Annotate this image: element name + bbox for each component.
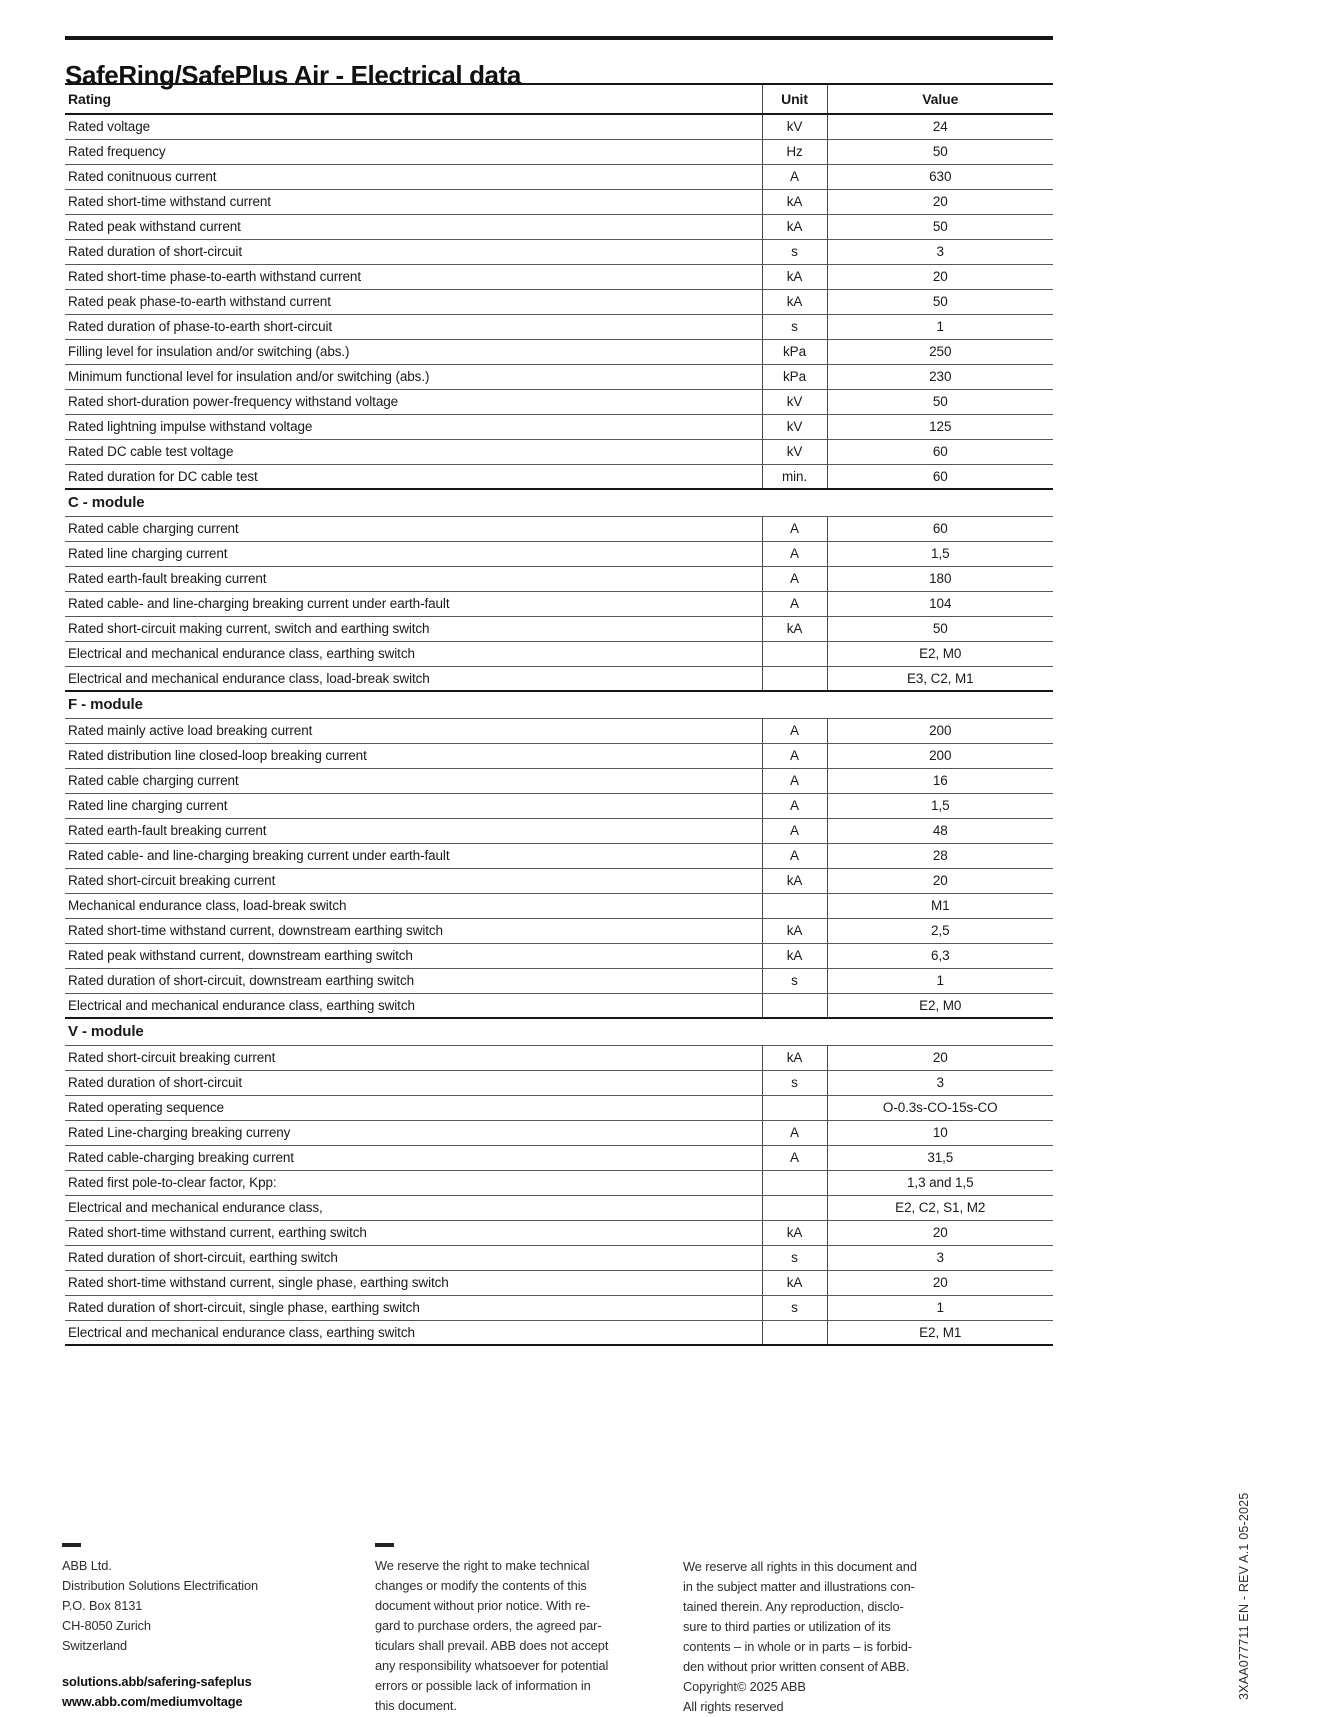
rating-cell: Rated short-time phase-to-earth withstand current <box>65 264 762 289</box>
table-row <box>65 666 1053 691</box>
value-cell: 50 <box>827 389 1053 414</box>
links-block <box>62 1672 362 1712</box>
table-row <box>65 918 1053 943</box>
rating-cell: Rated short-time withstand current, earthing switch <box>65 1220 762 1245</box>
legal-line: errors or possible lack of information in <box>375 1678 591 1693</box>
section-header-row <box>65 691 1053 718</box>
rating-cell: Rated frequency <box>65 139 762 164</box>
table-row <box>65 943 1053 968</box>
value-cell: 3 <box>827 1070 1053 1095</box>
unit-cell: s <box>762 314 827 339</box>
legal-text-2 <box>683 1557 968 1717</box>
value-cell: 24 <box>827 114 1053 139</box>
unit-cell <box>762 1195 827 1220</box>
value-cell: 200 <box>827 743 1053 768</box>
unit-cell: A <box>762 843 827 868</box>
value-cell: 200 <box>827 718 1053 743</box>
table-row <box>65 339 1053 364</box>
legal-line: in the subject matter and illustrations con- <box>683 1579 915 1594</box>
legal-text-1 <box>375 1556 645 1716</box>
unit-cell: kV <box>762 414 827 439</box>
rating-cell: Electrical and mechanical endurance class, earthing switch <box>65 1320 762 1345</box>
rating-cell: Rated line charging current <box>65 541 762 566</box>
unit-cell: Hz <box>762 139 827 164</box>
table-row <box>65 591 1053 616</box>
table-row <box>65 893 1053 918</box>
footer-link[interactable]: solutions.abb/safering-safeplus <box>62 1674 252 1689</box>
divider-dash <box>62 1543 81 1547</box>
table-row <box>65 1070 1053 1095</box>
rating-cell: Rated short-time withstand current, single phase, earthing switch <box>65 1270 762 1295</box>
value-cell: 20 <box>827 1270 1053 1295</box>
rating-cell: Rated mainly active load breaking current <box>65 718 762 743</box>
table-row <box>65 439 1053 464</box>
unit-cell: kA <box>762 943 827 968</box>
unit-cell: kA <box>762 1220 827 1245</box>
rating-cell: Rated short-circuit breaking current <box>65 868 762 893</box>
rating-cell: Rated short-time withstand current <box>65 189 762 214</box>
value-cell: 50 <box>827 139 1053 164</box>
footer-legal-column-2 <box>683 1557 968 1717</box>
table-row <box>65 768 1053 793</box>
value-cell: 20 <box>827 1045 1053 1070</box>
value-cell: 31,5 <box>827 1145 1053 1170</box>
section-header-row <box>65 1018 1053 1045</box>
rating-cell: Rated earth-fault breaking current <box>65 818 762 843</box>
unit-cell <box>762 893 827 918</box>
rating-cell: Rated voltage <box>65 114 762 139</box>
value-cell: 1 <box>827 968 1053 993</box>
table-row <box>65 389 1053 414</box>
value-cell: 60 <box>827 516 1053 541</box>
table-row <box>65 264 1053 289</box>
rating-cell: Rated earth-fault breaking current <box>65 566 762 591</box>
legal-line: sure to third parties or utilization of its <box>683 1619 891 1634</box>
legal-line: gard to purchase orders, the agreed par- <box>375 1618 602 1633</box>
column-header-value: Value <box>827 84 1053 114</box>
rating-cell: Rated first pole-to-clear factor, Kpp: <box>65 1170 762 1195</box>
unit-cell: min. <box>762 464 827 489</box>
value-cell: 20 <box>827 868 1053 893</box>
legal-line: All rights reserved <box>683 1699 784 1714</box>
address-line: Switzerland <box>62 1638 128 1653</box>
unit-cell: kA <box>762 189 827 214</box>
unit-cell <box>762 1320 827 1345</box>
unit-cell: s <box>762 1245 827 1270</box>
value-cell: E2, M0 <box>827 641 1053 666</box>
value-cell: 1,3 and 1,5 <box>827 1170 1053 1195</box>
footer-address-column <box>62 1543 362 1712</box>
rating-cell: Rated duration of short-circuit <box>65 1070 762 1095</box>
value-cell: O-0.3s-CO-15s-CO <box>827 1095 1053 1120</box>
table-row <box>65 314 1053 339</box>
table-row <box>65 566 1053 591</box>
table-row <box>65 868 1053 893</box>
table-header <box>65 84 1053 114</box>
unit-cell: kPa <box>762 364 827 389</box>
table-row <box>65 516 1053 541</box>
value-cell: E2, M1 <box>827 1320 1053 1345</box>
unit-cell <box>762 1170 827 1195</box>
value-cell: 1 <box>827 1295 1053 1320</box>
unit-cell: kV <box>762 114 827 139</box>
table-row <box>65 793 1053 818</box>
section-header-row <box>65 489 1053 516</box>
value-cell: 6,3 <box>827 943 1053 968</box>
electrical-data-table <box>65 83 1053 1346</box>
value-cell: 3 <box>827 1245 1053 1270</box>
table-row <box>65 743 1053 768</box>
table-row <box>65 1145 1053 1170</box>
table-row <box>65 1195 1053 1220</box>
legal-line: this document. <box>375 1698 457 1713</box>
rating-cell: Rated operating sequence <box>65 1095 762 1120</box>
table-row <box>65 364 1053 389</box>
value-cell: 50 <box>827 616 1053 641</box>
unit-cell: A <box>762 743 827 768</box>
legal-line: We reserve the right to make technical <box>375 1558 590 1573</box>
rating-cell: Rated cable charging current <box>65 516 762 541</box>
value-cell: 50 <box>827 214 1053 239</box>
table-row <box>65 414 1053 439</box>
column-header-rating: Rating <box>65 84 762 114</box>
rating-cell: Electrical and mechanical endurance class, <box>65 1195 762 1220</box>
unit-cell: A <box>762 768 827 793</box>
table-row <box>65 1220 1053 1245</box>
value-cell: 50 <box>827 289 1053 314</box>
value-cell: 125 <box>827 414 1053 439</box>
unit-cell: kA <box>762 918 827 943</box>
unit-cell: kA <box>762 1270 827 1295</box>
value-cell: 28 <box>827 843 1053 868</box>
address-line: ABB Ltd. <box>62 1558 112 1573</box>
rating-cell: Rated duration of short-circuit, downstream earthing switch <box>65 968 762 993</box>
unit-cell: A <box>762 591 827 616</box>
unit-cell: s <box>762 1070 827 1095</box>
value-cell: 48 <box>827 818 1053 843</box>
rating-cell: Electrical and mechanical endurance class, load-break switch <box>65 666 762 691</box>
value-cell: 250 <box>827 339 1053 364</box>
unit-cell: A <box>762 566 827 591</box>
unit-cell: A <box>762 1145 827 1170</box>
table-row <box>65 718 1053 743</box>
rating-cell: Rated distribution line closed-loop breaking current <box>65 743 762 768</box>
value-cell: 60 <box>827 464 1053 489</box>
rating-cell: Rated peak phase-to-earth withstand current <box>65 289 762 314</box>
unit-cell: A <box>762 1120 827 1145</box>
rating-cell: Rated short-circuit breaking current <box>65 1045 762 1070</box>
table-row <box>65 1295 1053 1320</box>
legal-line: We reserve all rights in this document and <box>683 1559 917 1574</box>
table-row <box>65 818 1053 843</box>
unit-cell: kA <box>762 616 827 641</box>
rating-cell: Rated short-time withstand current, downstream earthing switch <box>65 918 762 943</box>
table-row <box>65 164 1053 189</box>
value-cell: 16 <box>827 768 1053 793</box>
address-line: P.O. Box 8131 <box>62 1598 143 1613</box>
legal-line: tained therein. Any reproduction, disclo- <box>683 1599 904 1614</box>
value-cell: 60 <box>827 439 1053 464</box>
value-cell: E2, C2, S1, M2 <box>827 1195 1053 1220</box>
legal-line: den without prior written consent of ABB. <box>683 1659 910 1674</box>
table-row <box>65 289 1053 314</box>
value-cell: 104 <box>827 591 1053 616</box>
rating-cell: Rated duration of phase-to-earth short-circuit <box>65 314 762 339</box>
rating-cell: Rated cable- and line-charging breaking current under earth-fault <box>65 591 762 616</box>
table-row <box>65 843 1053 868</box>
rating-cell: Rated duration of short-circuit, single phase, earthing switch <box>65 1295 762 1320</box>
rating-cell: Rated cable-charging breaking current <box>65 1145 762 1170</box>
unit-cell: A <box>762 164 827 189</box>
table-row <box>65 1045 1053 1070</box>
unit-cell: kV <box>762 439 827 464</box>
rating-cell: Mechanical endurance class, load-break switch <box>65 893 762 918</box>
table-row <box>65 1245 1053 1270</box>
table-row <box>65 541 1053 566</box>
column-header-unit: Unit <box>762 84 827 114</box>
table-body <box>65 114 1053 1345</box>
unit-cell: s <box>762 239 827 264</box>
unit-cell <box>762 641 827 666</box>
table-row <box>65 1120 1053 1145</box>
table-row <box>65 189 1053 214</box>
section-title: F - module <box>65 691 1053 718</box>
rating-cell: Rated lightning impulse withstand voltage <box>65 414 762 439</box>
rating-cell: Filling level for insulation and/or switching (abs.) <box>65 339 762 364</box>
header-row <box>65 84 1053 114</box>
table-row <box>65 1170 1053 1195</box>
unit-cell: s <box>762 1295 827 1320</box>
unit-cell: A <box>762 718 827 743</box>
footer-legal-column-1 <box>375 1543 645 1716</box>
unit-cell <box>762 993 827 1018</box>
rating-cell: Rated cable charging current <box>65 768 762 793</box>
unit-cell: kA <box>762 214 827 239</box>
unit-cell: A <box>762 793 827 818</box>
rating-cell: Rated duration of short-circuit <box>65 239 762 264</box>
address-line: Distribution Solutions Electrification <box>62 1578 259 1593</box>
value-cell: 10 <box>827 1120 1053 1145</box>
value-cell: 20 <box>827 264 1053 289</box>
value-cell: 1 <box>827 314 1053 339</box>
value-cell: E3, C2, M1 <box>827 666 1053 691</box>
divider-dash <box>375 1543 394 1547</box>
table-row <box>65 464 1053 489</box>
value-cell: 230 <box>827 364 1053 389</box>
table-row <box>65 1320 1053 1345</box>
table-row <box>65 1270 1053 1295</box>
unit-cell <box>762 666 827 691</box>
footer-link[interactable]: www.abb.com/mediumvoltage <box>62 1694 243 1709</box>
top-rule <box>65 36 1053 40</box>
unit-cell: A <box>762 516 827 541</box>
value-cell: 3 <box>827 239 1053 264</box>
rating-cell: Electrical and mechanical endurance class, earthing switch <box>65 993 762 1018</box>
unit-cell: kA <box>762 289 827 314</box>
unit-cell: kPa <box>762 339 827 364</box>
value-cell: 1,5 <box>827 541 1053 566</box>
rating-cell: Rated duration of short-circuit, earthing switch <box>65 1245 762 1270</box>
unit-cell: kA <box>762 1045 827 1070</box>
table-row <box>65 114 1053 139</box>
section-title: V - module <box>65 1018 1053 1045</box>
rating-cell: Rated peak withstand current <box>65 214 762 239</box>
value-cell: 20 <box>827 189 1053 214</box>
rating-cell: Rated cable- and line-charging breaking current under earth-fault <box>65 843 762 868</box>
address-block <box>62 1556 362 1656</box>
unit-cell: kA <box>762 264 827 289</box>
unit-cell: A <box>762 818 827 843</box>
legal-line: document without prior notice. With re- <box>375 1598 591 1613</box>
table-row <box>65 139 1053 164</box>
value-cell: 180 <box>827 566 1053 591</box>
table-row <box>65 993 1053 1018</box>
table-row <box>65 239 1053 264</box>
rating-cell: Rated conitnuous current <box>65 164 762 189</box>
rating-cell: Rated short-circuit making current, switch and earthing switch <box>65 616 762 641</box>
legal-line: changes or modify the contents of this <box>375 1578 587 1593</box>
table-row <box>65 214 1053 239</box>
rating-cell: Rated peak withstand current, downstream earthing switch <box>65 943 762 968</box>
unit-cell: A <box>762 541 827 566</box>
table-row <box>65 616 1053 641</box>
value-cell: 2,5 <box>827 918 1053 943</box>
legal-line: contents – in whole or in parts – is forbid- <box>683 1639 912 1654</box>
table-row <box>65 968 1053 993</box>
rating-cell: Rated DC cable test voltage <box>65 439 762 464</box>
table-row <box>65 641 1053 666</box>
unit-cell: s <box>762 968 827 993</box>
value-cell: 1,5 <box>827 793 1053 818</box>
unit-cell <box>762 1095 827 1120</box>
rating-cell: Electrical and mechanical endurance class, earthing switch <box>65 641 762 666</box>
value-cell: E2, M0 <box>827 993 1053 1018</box>
legal-line: any responsibility whatsoever for potential <box>375 1658 609 1673</box>
rating-cell: Rated line charging current <box>65 793 762 818</box>
unit-cell: kA <box>762 868 827 893</box>
legal-line: Copyright© 2025 ABB <box>683 1679 806 1694</box>
rating-cell: Minimum functional level for insulation and/or switching (abs.) <box>65 364 762 389</box>
value-cell: 20 <box>827 1220 1053 1245</box>
value-cell: 630 <box>827 164 1053 189</box>
page-title: SafeRing/SafePlus Air - Electrical data <box>65 60 521 91</box>
address-line: CH-8050 Zurich <box>62 1618 151 1633</box>
section-title: C - module <box>65 489 1053 516</box>
rating-cell: Rated short-duration power-frequency withstand voltage <box>65 389 762 414</box>
rating-cell: Rated duration for DC cable test <box>65 464 762 489</box>
table-row <box>65 1095 1053 1120</box>
rating-cell: Rated Line-charging breaking curreny <box>65 1120 762 1145</box>
value-cell: M1 <box>827 893 1053 918</box>
document-number-vertical: 3XAA077711 EN - REV A.1 05-2025 <box>1237 1492 1251 1700</box>
unit-cell: kV <box>762 389 827 414</box>
legal-line: ticulars shall prevail. ABB does not accept <box>375 1638 609 1653</box>
